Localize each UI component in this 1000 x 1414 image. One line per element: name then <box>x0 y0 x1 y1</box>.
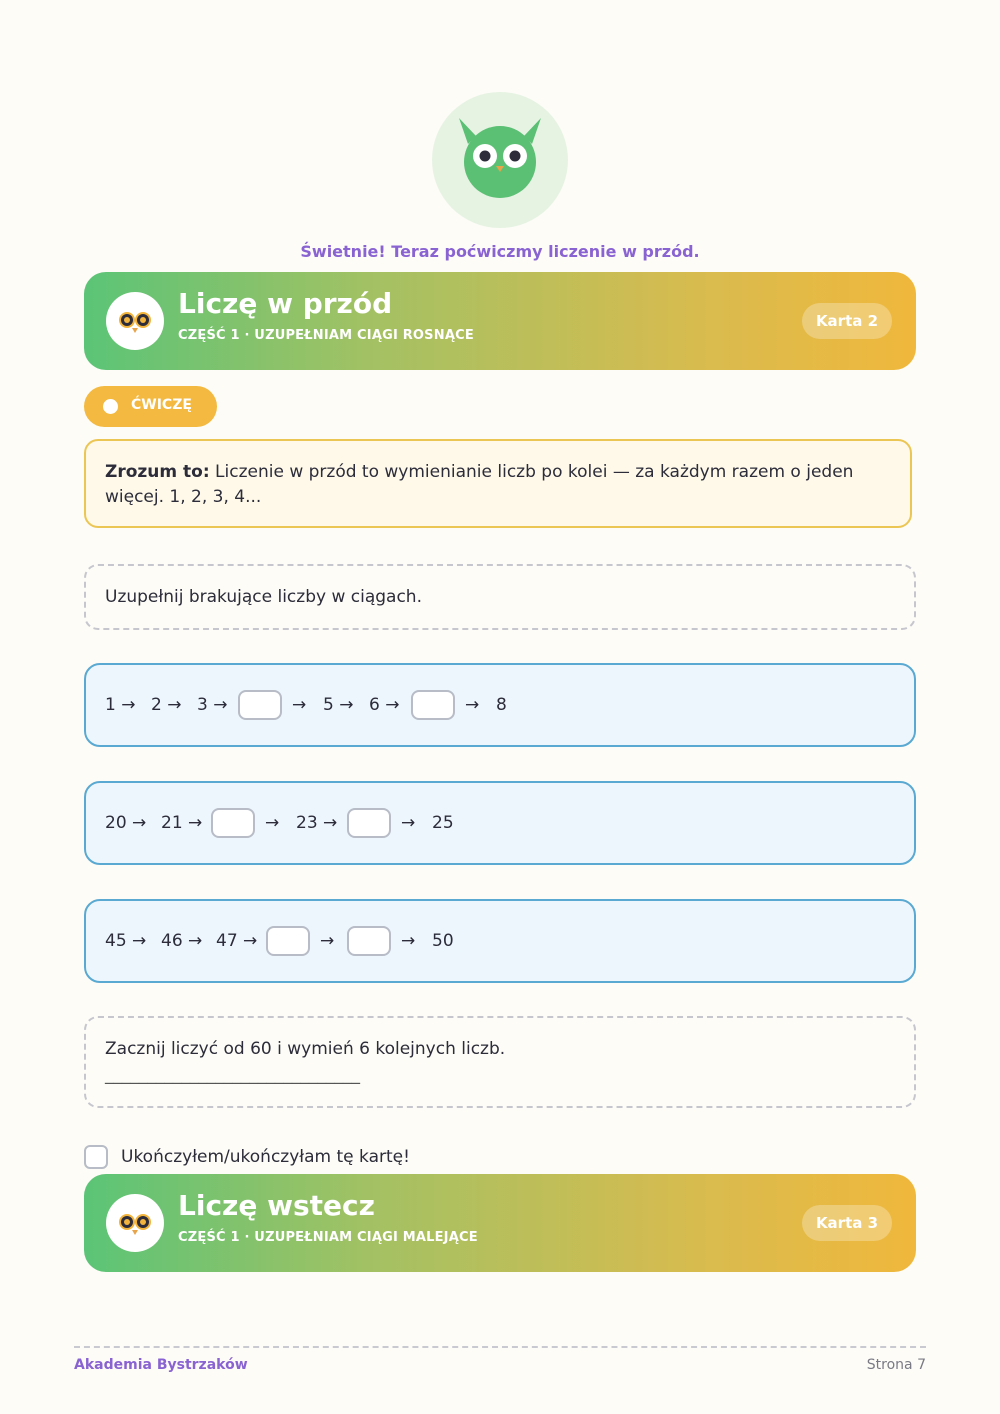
card-number-badge: Karta 2 <box>802 303 892 339</box>
sequence-number: 2 → <box>151 695 182 715</box>
task-instruction-text: Uzupełnij brakujące liczby w ciągach. <box>105 587 422 607</box>
answer-box[interactable] <box>211 808 255 838</box>
encouragement-text: Świetnie! Teraz poćwiczmy liczenie w przód. <box>300 242 700 261</box>
sequence-number: 8 <box>496 695 507 715</box>
owl-mascot <box>432 92 568 228</box>
footer-page-number: Strona 7 <box>866 1357 926 1373</box>
answer-box[interactable] <box>347 808 391 838</box>
card-title: Liczę wstecz <box>178 1189 375 1222</box>
dot-icon <box>103 399 118 414</box>
card-title: Liczę w przód <box>178 287 393 320</box>
sequence-arrow: → <box>465 695 480 715</box>
owl-face-icon <box>106 1194 164 1252</box>
answer-line[interactable]: ______________________________ <box>105 1065 360 1085</box>
card-subtitle: CZĘŚĆ 1 · UZUPEŁNIAM CIĄGI MALEJĄCE <box>178 1230 478 1245</box>
mode-pill-label: ĆWICZĘ <box>131 397 192 413</box>
sequence-arrow: → <box>265 813 280 833</box>
sequence-number: 6 → <box>369 695 400 715</box>
card-banner-backward <box>84 1174 916 1272</box>
sequence-number: 20 → <box>105 813 147 833</box>
sequence-number: 3 → <box>197 695 228 715</box>
owl-icon <box>432 92 568 228</box>
sequence-row-2 <box>84 781 916 865</box>
owl-face-icon <box>106 292 164 350</box>
sequence-row-3 <box>84 899 916 983</box>
card-number-badge: Karta 3 <box>802 1205 892 1241</box>
sequence-number: 45 → <box>105 931 147 951</box>
sequence-number: 21 → <box>161 813 203 833</box>
footer-divider <box>74 1346 926 1348</box>
info-box <box>84 439 912 528</box>
answer-box[interactable] <box>238 690 282 720</box>
answer-box[interactable] <box>266 926 310 956</box>
mode-pill <box>84 386 217 427</box>
sequence-number: 47 → <box>216 931 258 951</box>
sequence-arrow: → <box>401 813 416 833</box>
sequence-number: 46 → <box>161 931 203 951</box>
sequence-number: 50 <box>432 931 454 951</box>
sequence-arrow: → <box>292 695 307 715</box>
sequence-number: 25 <box>432 813 454 833</box>
sequence-number: 5 → <box>323 695 354 715</box>
card-subtitle: CZĘŚĆ 1 · UZUPEŁNIAM CIĄGI ROSNĄCE <box>178 328 474 343</box>
completion-label: Ukończyłem/ukończyłam tę kartę! <box>121 1147 410 1167</box>
sequence-row-1 <box>84 663 916 747</box>
info-label: Zrozum to: <box>105 462 210 482</box>
owl-avatar <box>106 1194 164 1252</box>
completion-checkbox[interactable] <box>84 1145 108 1169</box>
task-open-answer <box>84 1016 916 1108</box>
answer-box[interactable] <box>411 690 455 720</box>
info-text: Liczenie w przód to wymienianie liczb po kolei — za każdym razem o jeden więcej. 1, 2, 3, 4... <box>105 462 854 507</box>
task-instruction <box>84 564 916 630</box>
card-banner-forward <box>84 272 916 370</box>
owl-avatar <box>106 292 164 350</box>
task-open-text: Zacznij liczyć od 60 i wymień 6 kolejnych liczb. <box>105 1039 506 1059</box>
sequence-arrow: → <box>401 931 416 951</box>
footer-brand: Akademia Bystrzaków <box>74 1357 248 1373</box>
sequence-arrow: → <box>320 931 335 951</box>
sequence-number: 23 → <box>296 813 338 833</box>
answer-box[interactable] <box>347 926 391 956</box>
sequence-number: 1 → <box>105 695 136 715</box>
